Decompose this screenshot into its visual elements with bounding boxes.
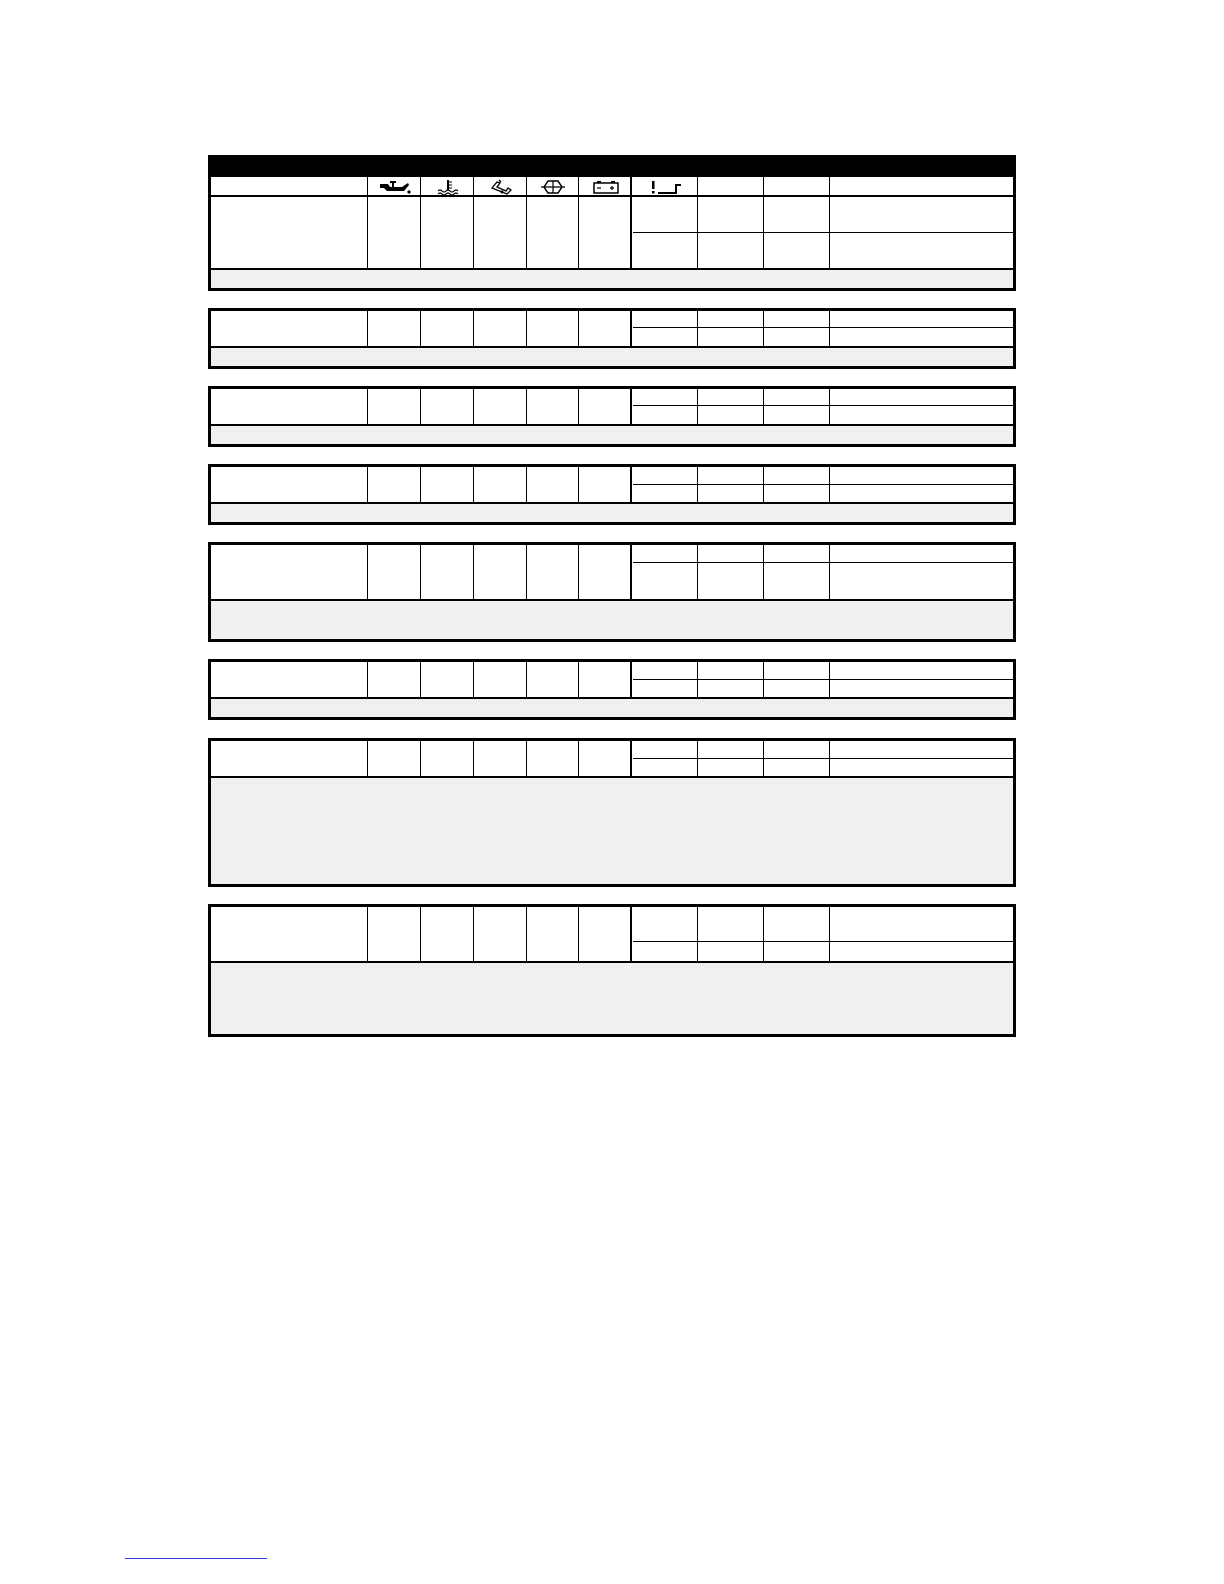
section-divider xyxy=(526,904,527,962)
section-divider xyxy=(420,542,421,600)
section-sub-divider xyxy=(633,484,1016,485)
section-divider xyxy=(578,659,579,698)
section-divider xyxy=(763,464,764,503)
section-divider xyxy=(630,386,632,425)
section-divider xyxy=(526,659,527,698)
section-divider xyxy=(697,738,698,777)
section-divider xyxy=(367,659,368,698)
section-body-bottom xyxy=(208,424,1016,426)
section-divider xyxy=(697,386,698,425)
section-divider xyxy=(763,738,764,777)
section-divider xyxy=(420,308,421,347)
section-divider xyxy=(829,464,830,503)
section-divider xyxy=(367,738,368,777)
header-divider xyxy=(526,177,527,269)
section-note-row xyxy=(211,601,1013,639)
section-divider xyxy=(829,308,830,347)
header-icon-row-bottom xyxy=(208,195,1016,197)
header-divider xyxy=(367,177,368,269)
section-divider xyxy=(367,464,368,503)
section-divider xyxy=(697,904,698,962)
section-divider xyxy=(578,542,579,600)
section-note-row xyxy=(211,699,1013,717)
section-divider xyxy=(697,464,698,503)
section-note-row xyxy=(211,504,1013,522)
section-divider xyxy=(578,386,579,425)
section-divider xyxy=(578,308,579,347)
section-divider xyxy=(420,386,421,425)
section-divider xyxy=(473,542,474,600)
section-divider xyxy=(367,308,368,347)
header-divider xyxy=(473,177,474,269)
section-divider xyxy=(526,386,527,425)
section-divider xyxy=(829,738,830,777)
section-divider xyxy=(630,659,632,698)
section-divider xyxy=(578,464,579,503)
section-divider xyxy=(578,738,579,777)
section-divider xyxy=(630,308,632,347)
section-divider xyxy=(829,542,830,600)
section-divider xyxy=(367,904,368,962)
header-body-mid xyxy=(633,232,1016,233)
coolant-temperature-icon xyxy=(422,178,474,195)
warning-level-icon xyxy=(634,178,697,195)
section-body-bottom xyxy=(208,346,1016,348)
header-divider xyxy=(630,177,632,269)
header-note-row xyxy=(211,270,1013,288)
battery-icon xyxy=(580,178,631,195)
header-title-bar xyxy=(208,155,1016,177)
section-body-bottom xyxy=(208,776,1016,778)
section-divider xyxy=(473,464,474,503)
section-divider xyxy=(526,542,527,600)
section-divider xyxy=(526,738,527,777)
section-divider xyxy=(630,738,632,777)
header-divider xyxy=(763,177,764,269)
section-body-bottom xyxy=(208,599,1016,601)
section-divider xyxy=(763,904,764,962)
section-note-row xyxy=(211,348,1013,366)
section-note-row xyxy=(211,778,1013,884)
section-body-bottom xyxy=(208,502,1016,504)
section-divider xyxy=(420,738,421,777)
section-sub-divider xyxy=(633,327,1016,328)
header-title xyxy=(208,159,214,173)
section-body-bottom xyxy=(208,697,1016,699)
section-divider xyxy=(630,542,632,600)
header-divider xyxy=(420,177,421,269)
section-divider xyxy=(473,308,474,347)
section-divider xyxy=(763,659,764,698)
section-sub-divider xyxy=(633,941,1016,942)
section-divider xyxy=(829,386,830,425)
oil-pressure-icon xyxy=(369,178,421,195)
section-sub-divider xyxy=(633,758,1016,759)
section-sub-divider xyxy=(633,679,1016,680)
section-divider xyxy=(763,308,764,347)
section-divider xyxy=(630,464,632,503)
header-divider xyxy=(578,177,579,269)
section-divider xyxy=(473,659,474,698)
section-divider xyxy=(367,386,368,425)
section-divider xyxy=(526,308,527,347)
engine-icon xyxy=(527,178,579,195)
section-divider xyxy=(763,386,764,425)
header-divider xyxy=(697,177,698,269)
section-body-bottom xyxy=(208,961,1016,963)
section-divider xyxy=(697,308,698,347)
section-divider xyxy=(420,659,421,698)
section-note-row xyxy=(211,426,1013,444)
section-divider xyxy=(473,386,474,425)
section-divider xyxy=(829,904,830,962)
section-divider xyxy=(763,542,764,600)
section-divider xyxy=(420,464,421,503)
section-divider xyxy=(473,904,474,962)
section-sub-divider xyxy=(633,562,1016,563)
header-divider xyxy=(829,177,830,269)
section-divider xyxy=(420,904,421,962)
section-divider xyxy=(473,738,474,777)
section-divider xyxy=(829,659,830,698)
section-divider xyxy=(630,904,632,962)
section-note-row xyxy=(211,963,1013,1034)
fuel-system-icon xyxy=(475,178,526,195)
section-divider xyxy=(697,542,698,600)
section-divider xyxy=(367,542,368,600)
footer-link[interactable] xyxy=(125,1558,267,1559)
section-divider xyxy=(578,904,579,962)
section-divider xyxy=(697,659,698,698)
section-divider xyxy=(526,464,527,503)
section-sub-divider xyxy=(633,405,1016,406)
